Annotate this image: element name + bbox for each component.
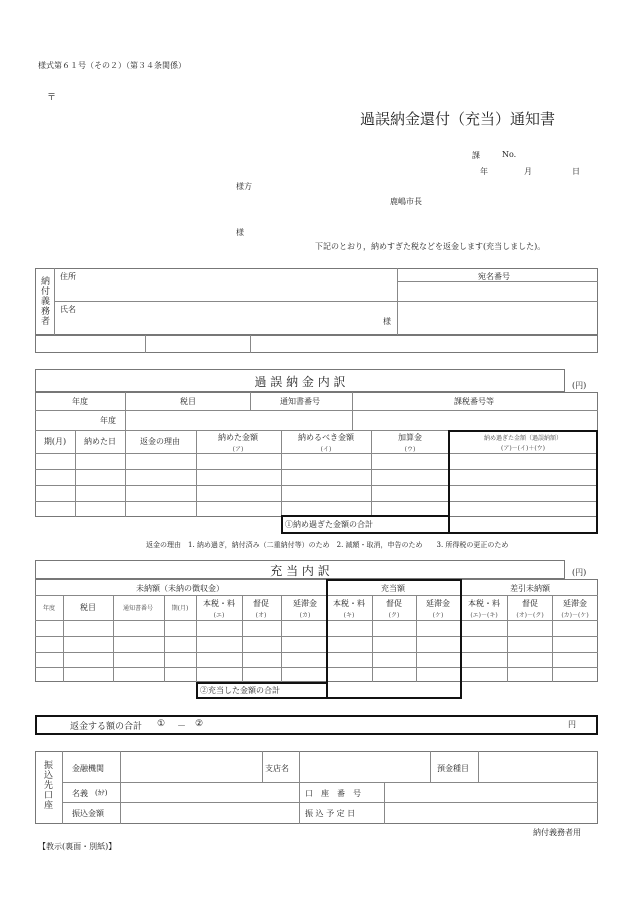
- extra-row: [35, 335, 598, 353]
- apply-late3-sub: (カ)－(ケ): [561, 612, 589, 619]
- refund-formula-1: ①: [157, 719, 166, 729]
- refund-formula-2: ②: [195, 719, 204, 729]
- bank-amount-label: 振込金額: [72, 809, 104, 818]
- apply-dunning3-header: 督促: [522, 599, 538, 608]
- apply-dunning2-header: 督促: [386, 599, 402, 608]
- bank-institution-label: 金融機関: [72, 764, 104, 773]
- refund-reasons: 返金の理由 1. 納め過ぎ，納付済み（二重納付等）のため 2. 減額・取消，申告のため 3. 所得税の更正のため: [146, 541, 509, 549]
- apply-late-sub: (カ): [299, 612, 311, 619]
- apply-dunning-sub: (オ): [255, 612, 267, 619]
- overpay-taxno-header: 課税番号等: [454, 397, 494, 406]
- issuer-name: 鹿嶋市長: [390, 197, 422, 206]
- apply-applied-group: 充当額: [381, 584, 405, 593]
- day-label: 日: [572, 167, 580, 176]
- overpay-paid-header: 納めた金額: [218, 433, 258, 442]
- notice-text: 下記のとおり，納めすぎた税などを返金します(充当しました)。: [315, 242, 546, 251]
- apply-total-label: ②充当した金額の合計: [200, 686, 280, 695]
- overpay-over-header: 納め過ぎた金額（過誤納額）: [483, 435, 563, 442]
- postal-mark: 〒: [47, 93, 57, 103]
- apply-year-header: 年度: [42, 605, 56, 612]
- apply-remain-group: 差引未納額: [510, 584, 550, 593]
- overpay-paid-date-header: 納めた日: [84, 437, 116, 446]
- apply-principal-header: 本税・料: [203, 599, 235, 608]
- apply-tax-header: 税目: [80, 603, 96, 612]
- apply-unpaid-group: 未納額（未納の徴収金）: [136, 584, 224, 593]
- bank-branch-label: 支店名: [265, 764, 289, 773]
- section-label: 課: [472, 151, 480, 160]
- apply-principal2-header: 本税・料: [333, 599, 365, 608]
- overpay-year2-header: 年度: [100, 416, 116, 425]
- apply-applied-highlight: [326, 579, 462, 699]
- apply-principal-sub: (エ): [213, 612, 225, 619]
- overpay-year-header: 年度: [72, 397, 88, 406]
- taxpayer-label: 納付義務者: [39, 276, 49, 326]
- instruction-note: 【教示(裏面・別紙)】: [38, 842, 117, 851]
- samakata-label: 様方: [236, 182, 252, 191]
- overpay-total-highlight: [448, 430, 598, 534]
- apply-unit: (円): [572, 568, 587, 577]
- apply-dunning-header: 督促: [253, 599, 269, 608]
- overpay-total-label: ①納め過ぎた金額の合計: [285, 520, 373, 529]
- overpay-over-sub: (ア)－(イ)＋(ウ): [500, 445, 546, 452]
- overpay-period-header: 期(月): [43, 437, 67, 446]
- overpay-tax-header: 税目: [180, 397, 196, 406]
- apply-title: 充 当 内 訳: [270, 564, 330, 578]
- overpay-due-sub: (イ): [320, 446, 332, 453]
- document-title: 過誤納金還付（充当）通知書: [360, 110, 556, 128]
- sama-label: 様: [236, 228, 244, 237]
- apply-dunning3-sub: (オ)－(ク): [516, 612, 544, 619]
- apply-dunning2-sub: (ク): [388, 612, 400, 619]
- refund-total-label: 返金する額の合計: [70, 722, 143, 732]
- bank-account-label: 振込先口座: [42, 760, 52, 810]
- apply-notice-header: 通知書番号: [122, 605, 154, 612]
- copy-label: 納付義務者用: [533, 828, 581, 837]
- addressee-number-label: 宛名番号: [478, 272, 510, 281]
- name-label: 氏名: [60, 305, 76, 314]
- overpay-title: 過 誤 納 金 内 訳: [254, 375, 346, 389]
- apply-period-header: 期(月): [171, 605, 189, 612]
- overpay-paid-sub: (ア): [232, 446, 244, 453]
- number-label: No.: [502, 150, 517, 159]
- apply-principal3-sub: (エ)－(キ): [470, 612, 498, 619]
- form-id: 様式第６１号（その２）（第３４条関係）: [38, 61, 186, 70]
- overpay-notice-header: 通知書番号: [280, 397, 320, 406]
- overpay-unit: (円): [572, 381, 587, 390]
- apply-principal3-header: 本税・料: [468, 599, 500, 608]
- month-label: 月: [524, 167, 532, 176]
- apply-principal2-sub: (キ): [343, 612, 355, 619]
- address-label: 住所: [60, 272, 76, 281]
- apply-late3-header: 延滞金: [563, 599, 587, 608]
- overpay-add-sub: (ウ): [404, 446, 416, 453]
- year-label: 年: [480, 167, 488, 176]
- apply-late-header: 延滞金: [293, 599, 317, 608]
- refund-yen: 円: [568, 720, 576, 729]
- bank-holder-label: 名義: [72, 789, 88, 798]
- refund-formula-minus: －: [177, 722, 187, 732]
- name-sama: 様: [383, 317, 391, 326]
- overpay-add-header: 加算金: [398, 433, 422, 442]
- bank-deposit-label: 預金種目: [437, 764, 469, 773]
- bank-date-label: 振 込 予 定 日: [305, 809, 356, 818]
- bank-holder-kana: (ｶﾅ): [95, 789, 108, 797]
- overpay-due-header: 納めるべき金額: [298, 433, 354, 442]
- overpay-reason-header: 返金の理由: [140, 437, 180, 446]
- bank-account-number-label: 口 座 番 号: [305, 789, 361, 798]
- apply-late2-sub: (ケ): [432, 612, 444, 619]
- apply-late2-header: 延滞金: [426, 599, 450, 608]
